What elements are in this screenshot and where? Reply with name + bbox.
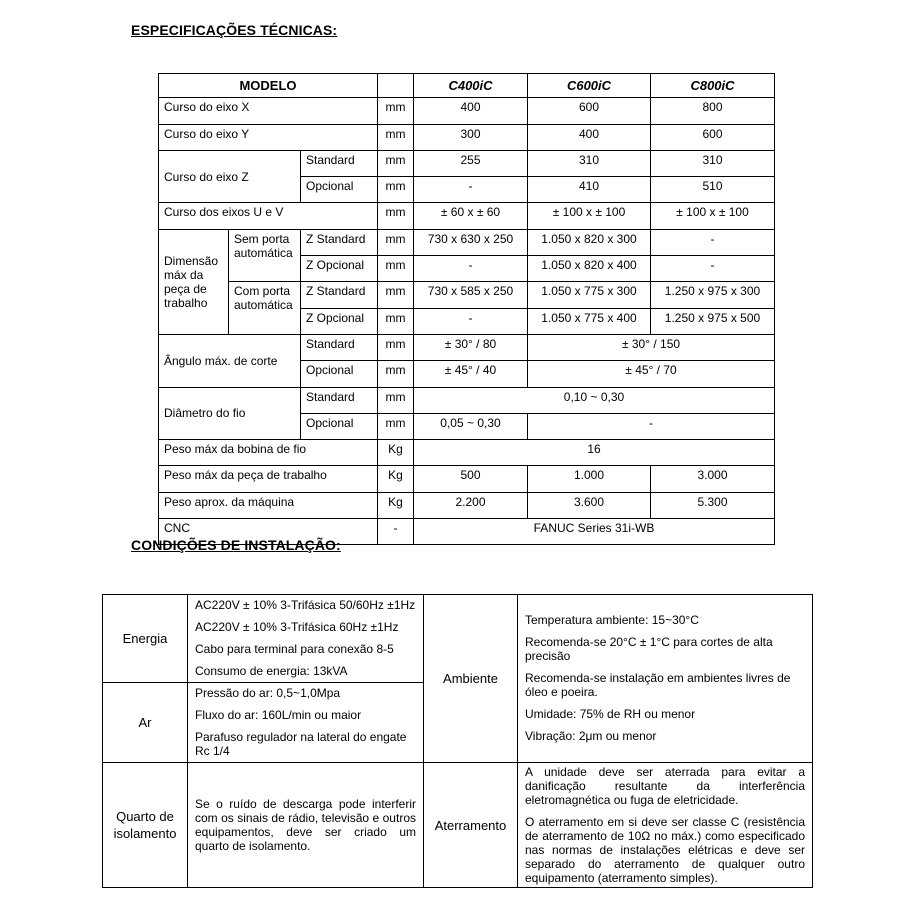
list-item: Parafuso regulador na lateral do engate Rc 1/4 xyxy=(195,729,407,758)
value-cell: FANUC Series 31i-WB xyxy=(414,519,775,545)
value-cell: 730 x 630 x 250 xyxy=(414,229,528,255)
list-item: Pressão do ar: 0,5~1,0Mpa xyxy=(195,685,341,700)
ar-items xyxy=(188,683,424,763)
list-item: Recomenda-se 20°C ± 1°C para cortes de alta precisão xyxy=(525,634,773,663)
unit-cell: mm xyxy=(378,177,414,203)
value-cell: 3.600 xyxy=(528,492,651,518)
aterramento-label: Aterramento xyxy=(424,763,518,888)
row-label: Peso máx da bobina de fio xyxy=(159,440,378,466)
value-cell: 400 xyxy=(414,98,528,124)
unit-cell: mm xyxy=(378,413,414,439)
row-label: Peso aprox. da máquina xyxy=(159,492,378,518)
value-cell: 1.050 x 775 x 400 xyxy=(528,308,651,334)
value-cell: ± 45° / 40 xyxy=(414,361,528,387)
table-row xyxy=(159,466,775,492)
row-label: Curso do eixo Y xyxy=(159,124,378,150)
table-row xyxy=(159,98,775,124)
spec-table xyxy=(158,73,775,545)
list-item: AC220V ± 10% 3-Trifásica 60Hz ±1Hz xyxy=(195,619,399,634)
install-table xyxy=(102,594,813,888)
value-cell: 1.250 x 975 x 300 xyxy=(651,282,775,308)
value-cell: 600 xyxy=(651,124,775,150)
sub-label: Opcional xyxy=(301,177,378,203)
model-c800ic: C800iC xyxy=(651,74,775,98)
unit-cell: mm xyxy=(378,387,414,413)
sub-label: Standard xyxy=(301,150,378,176)
table-row xyxy=(103,763,813,888)
value-cell: - xyxy=(528,413,775,439)
sub-label: Opcional xyxy=(301,413,378,439)
table-row xyxy=(159,440,775,466)
spec-heading: ESPECIFICAÇÕES TÉCNICAS: xyxy=(131,22,338,38)
sub-label: Standard xyxy=(301,334,378,360)
value-cell: - xyxy=(414,308,528,334)
value-cell: 1.050 x 775 x 300 xyxy=(528,282,651,308)
table-row xyxy=(159,492,775,518)
unit-cell: mm xyxy=(378,334,414,360)
aterramento-text xyxy=(518,763,813,888)
row-label: Curso do eixo X xyxy=(159,98,378,124)
value-cell: 730 x 585 x 250 xyxy=(414,282,528,308)
list-item: Cabo para terminal para conexão 8-5 xyxy=(195,641,394,656)
value-cell: 300 xyxy=(414,124,528,150)
ambiente-label: Ambiente xyxy=(424,595,518,763)
list-item: Umidade: 75% de RH ou menor xyxy=(525,706,696,721)
table-row xyxy=(159,229,775,255)
group-label: Sem porta automática xyxy=(229,229,301,282)
list-item: Fluxo do ar: 160L/min ou maior xyxy=(195,707,362,722)
value-cell: 16 xyxy=(414,440,775,466)
row-label: Dimensão máx da peça de trabalho xyxy=(159,229,229,334)
unit-cell: mm xyxy=(378,361,414,387)
list-item: Consumo de energia: 13kVA xyxy=(195,663,348,678)
model-header: MODELO xyxy=(159,74,378,98)
value-cell: 410 xyxy=(528,177,651,203)
value-cell: ± 45° / 70 xyxy=(528,361,775,387)
value-cell: 255 xyxy=(414,150,528,176)
paragraph: O aterramento em si deve ser classe C (resistência de aterramento de 10Ω no máx.) como especificado nas normas de instalações elétricas e deve ser separado do aterramento de qualquer outro equipamento (aterramento simples). xyxy=(525,815,805,885)
row-label: Peso máx da peça de trabalho xyxy=(159,466,378,492)
list-item: AC220V ± 10% 3-Trifásica 50/60Hz ±1Hz xyxy=(195,597,416,612)
unit-cell: mm xyxy=(378,203,414,229)
value-cell: 310 xyxy=(528,150,651,176)
unit-cell: mm xyxy=(378,308,414,334)
ar-label: Ar xyxy=(103,683,188,763)
value-cell: - xyxy=(651,256,775,282)
value-cell: 1.050 x 820 x 300 xyxy=(528,229,651,255)
value-cell: ± 60 x ± 60 xyxy=(414,203,528,229)
value-cell: - xyxy=(414,256,528,282)
value-cell: 600 xyxy=(528,98,651,124)
quarto-text: Se o ruído de descarga pode interferir com os sinais de rádio, televisão e outros equipamentos, deve ser criado um quarto de isolamento. xyxy=(188,763,424,888)
row-label: Curso dos eixos U e V xyxy=(159,203,378,229)
value-cell: 310 xyxy=(651,150,775,176)
unit-cell: Kg xyxy=(378,440,414,466)
value-cell: 400 xyxy=(528,124,651,150)
list-item: Recomenda-se instalação em ambientes livres de óleo e poeira. xyxy=(525,670,791,699)
table-row xyxy=(159,282,775,308)
list-item: Vibração: 2μm ou menor xyxy=(525,728,657,743)
unit-cell: mm xyxy=(378,229,414,255)
energia-items xyxy=(188,595,424,683)
value-cell: 500 xyxy=(414,466,528,492)
model-c400ic: C400iC xyxy=(414,74,528,98)
paragraph: A unidade deve ser aterrada para evitar a danificação resultante da interferência eletromagnética ou fuga de eletricidade. xyxy=(525,765,805,807)
quarto-label: Quarto de isolamento xyxy=(103,763,188,888)
unit-cell: Kg xyxy=(378,466,414,492)
value-cell: ± 100 x ± 100 xyxy=(651,203,775,229)
sub-label: Z Opcional xyxy=(301,256,378,282)
table-row xyxy=(159,124,775,150)
value-cell: 0,05 ~ 0,30 xyxy=(414,413,528,439)
unit-cell: mm xyxy=(378,256,414,282)
value-cell: - xyxy=(651,229,775,255)
energia-label: Energia xyxy=(103,595,188,683)
row-label: CNC xyxy=(159,519,378,545)
table-row xyxy=(159,387,775,413)
value-cell: 2.200 xyxy=(414,492,528,518)
table-row xyxy=(159,74,775,98)
unit-cell: Kg xyxy=(378,492,414,518)
unit-cell: mm xyxy=(378,150,414,176)
ambiente-items xyxy=(518,595,813,763)
install-heading: CONDIÇÕES DE INSTALAÇÃO: xyxy=(131,537,341,553)
sub-label: Z Opcional xyxy=(301,308,378,334)
value-cell: ± 30° / 80 xyxy=(414,334,528,360)
value-cell: 1.250 x 975 x 500 xyxy=(651,308,775,334)
list-item: Temperatura ambiente: 15~30°C xyxy=(525,612,699,627)
value-cell: 510 xyxy=(651,177,775,203)
table-row xyxy=(103,595,813,683)
sub-label: Opcional xyxy=(301,361,378,387)
table-row xyxy=(159,334,775,360)
value-cell: ± 30° / 150 xyxy=(528,334,775,360)
unit-cell: mm xyxy=(378,124,414,150)
row-label: Curso do eixo Z xyxy=(159,150,301,203)
unit-header xyxy=(378,74,414,98)
value-cell: 0,10 ~ 0,30 xyxy=(414,387,775,413)
sub-label: Z Standard xyxy=(301,282,378,308)
sub-label: Standard xyxy=(301,387,378,413)
group-label: Com porta automática xyxy=(229,282,301,335)
sub-label: Z Standard xyxy=(301,229,378,255)
table-row xyxy=(159,203,775,229)
value-cell: 800 xyxy=(651,98,775,124)
value-cell: 5.300 xyxy=(651,492,775,518)
value-cell: - xyxy=(414,177,528,203)
unit-cell: mm xyxy=(378,98,414,124)
row-label: Diâmetro do fio xyxy=(159,387,301,440)
value-cell: 1.050 x 820 x 400 xyxy=(528,256,651,282)
unit-cell: - xyxy=(378,519,414,545)
row-label: Ângulo máx. de corte xyxy=(159,334,301,387)
value-cell: 1.000 xyxy=(528,466,651,492)
table-row xyxy=(159,150,775,176)
value-cell: ± 100 x ± 100 xyxy=(528,203,651,229)
value-cell: 3.000 xyxy=(651,466,775,492)
model-c600ic: C600iC xyxy=(528,74,651,98)
unit-cell: mm xyxy=(378,282,414,308)
